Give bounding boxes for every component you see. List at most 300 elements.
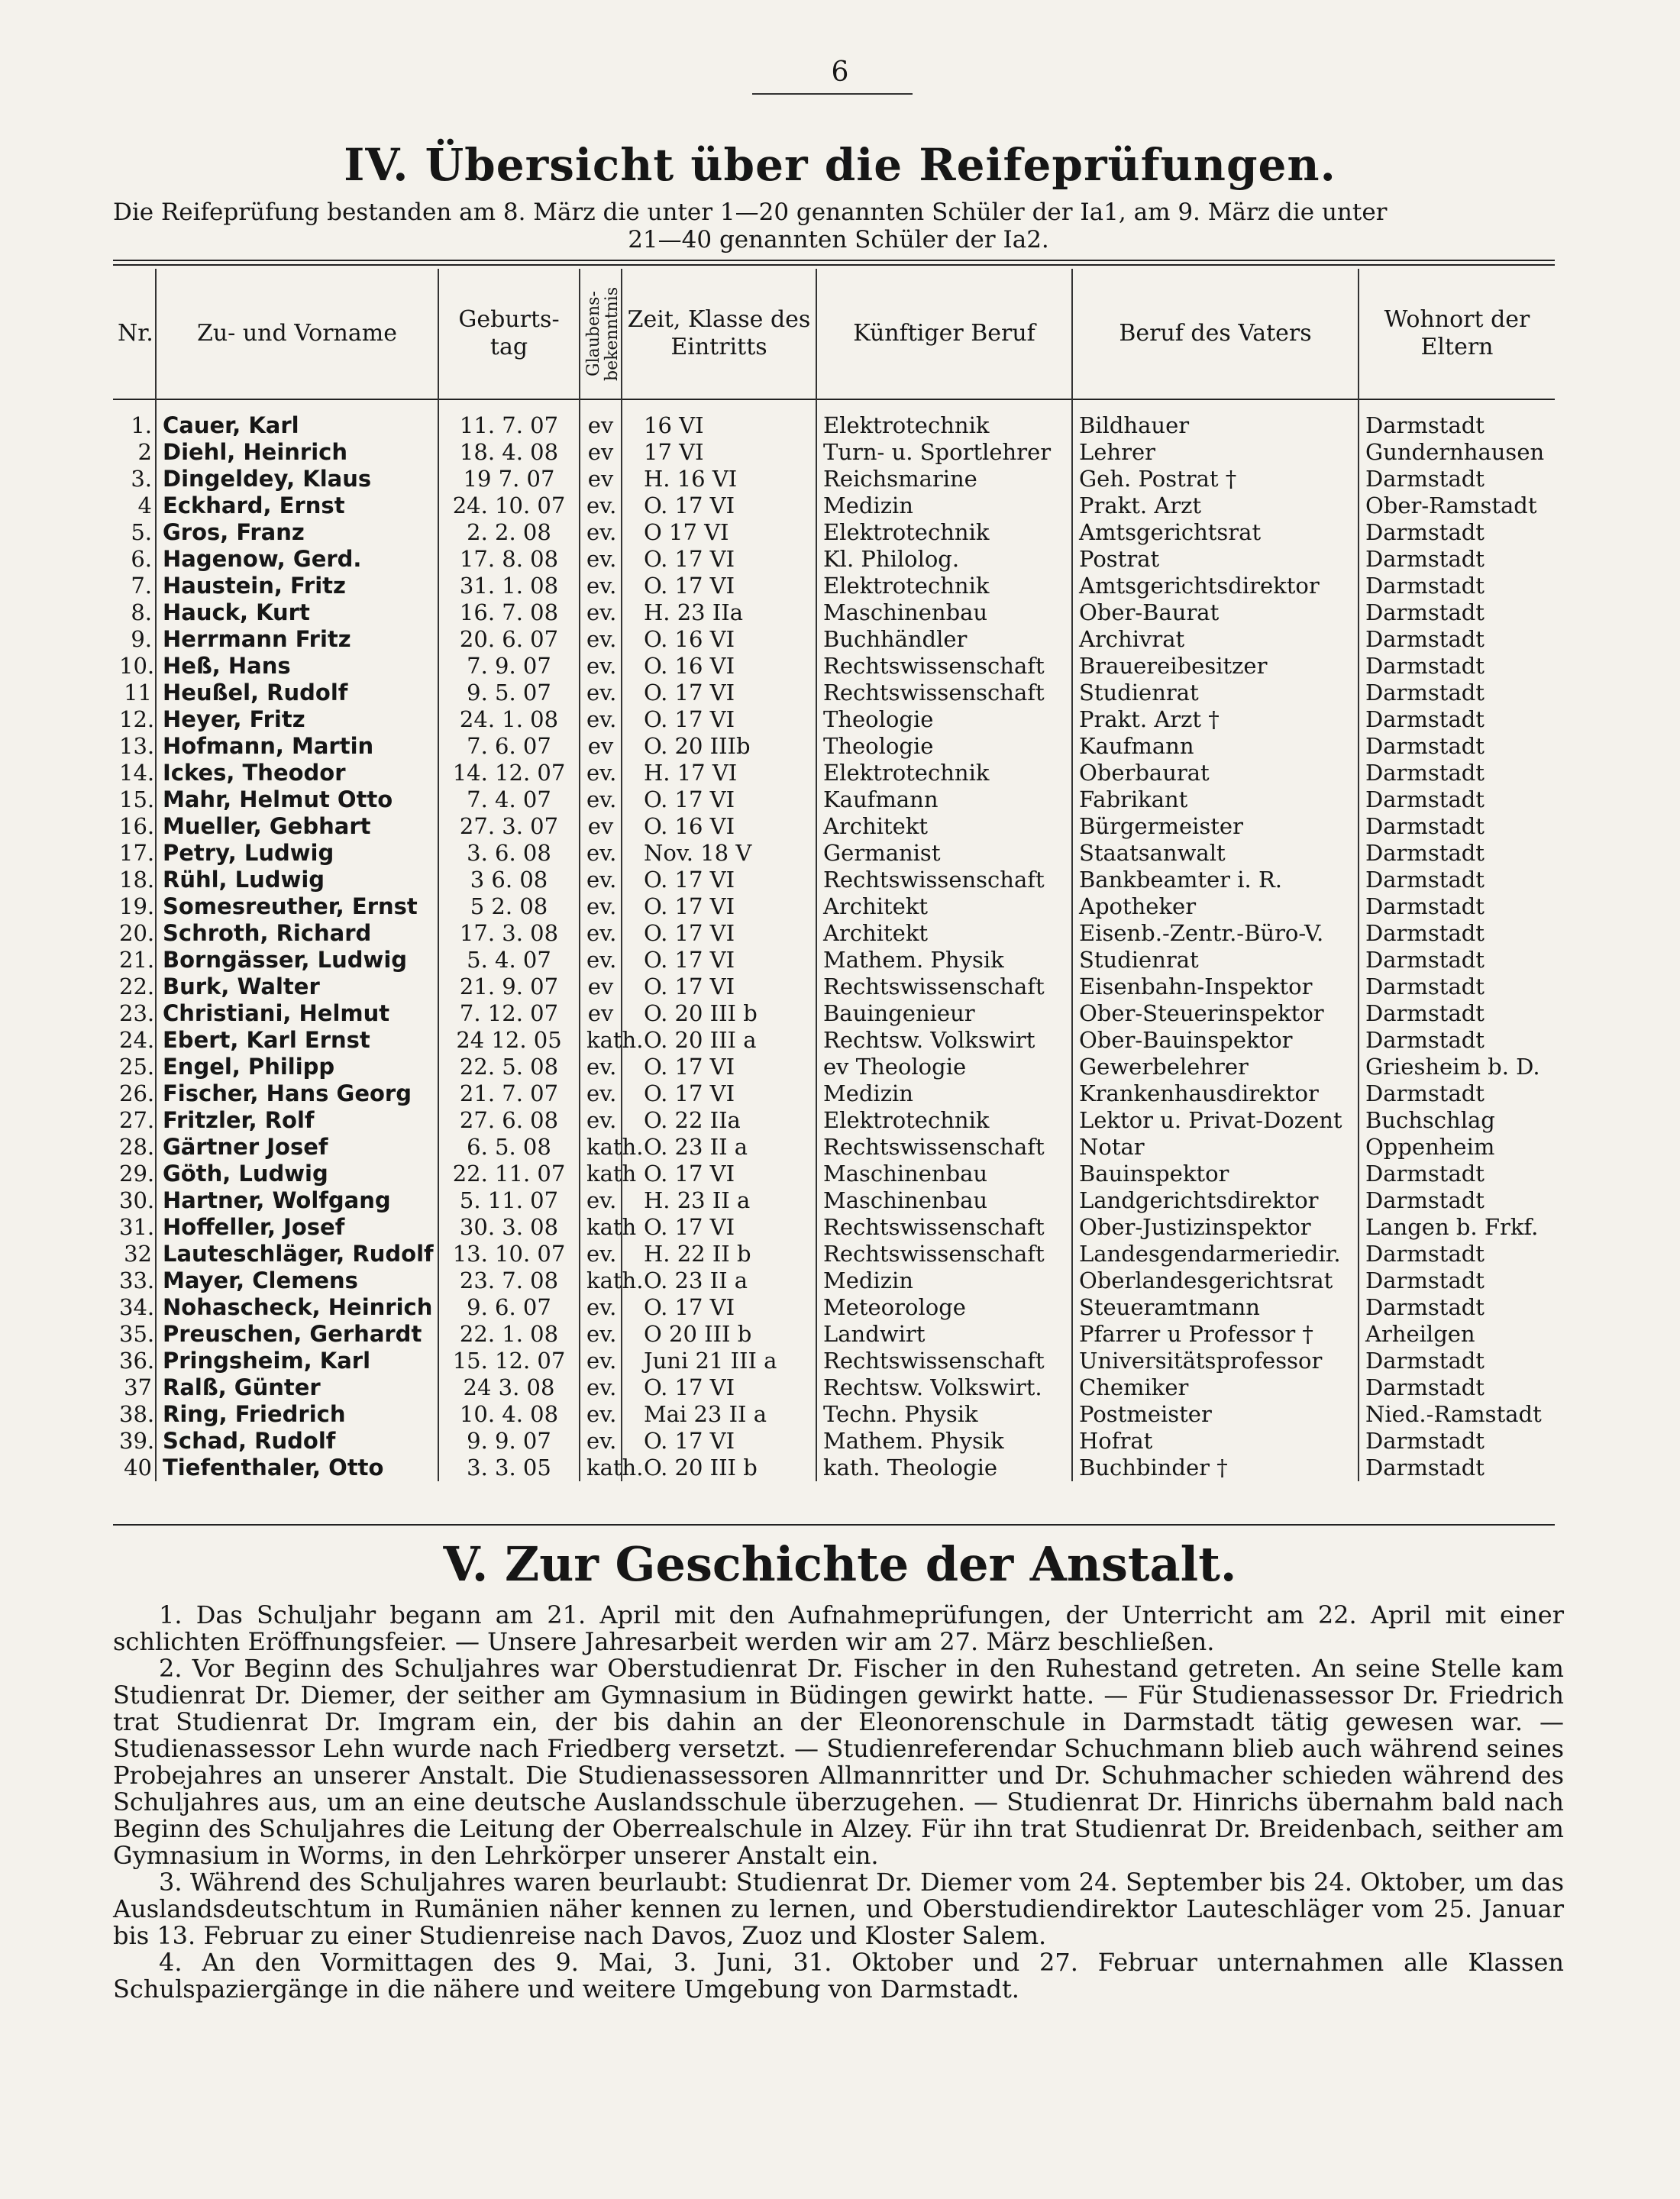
confession: ev [580, 466, 622, 492]
birth-date: 3 6. 08 [438, 867, 580, 893]
table-row [113, 1241, 1555, 1267]
parents-residence: Ober-Ramstadt [1359, 492, 1555, 519]
birth-date: 14. 12. 07 [438, 760, 580, 786]
student-name: Mahr, Helmut Otto [156, 786, 438, 813]
confession: kath. [580, 1134, 622, 1161]
birth-date: 22. 1. 08 [438, 1321, 580, 1348]
table-row [113, 920, 1555, 947]
entry-class: H. 22 II b [622, 1241, 816, 1267]
future-career: Reichsmarine [816, 466, 1072, 492]
parents-residence: Darmstadt [1359, 920, 1555, 947]
birth-date: 24 12. 05 [438, 1027, 580, 1054]
table-row [113, 519, 1555, 546]
paragraph-1: 1. Das Schuljahr begann am 21. April mit den Aufnahmeprüfungen, der Unterricht am 22. April mit einer schlichten Eröffnungsfeier. — Unsere Jahresarbeit werden wir am 27. März beschließen. [113, 1600, 1564, 1656]
confession: ev. [580, 599, 622, 626]
entry-class: O. 17 VI [622, 1161, 816, 1187]
table-body [113, 399, 1555, 1481]
father-occupation: Amtsgerichtsrat [1072, 519, 1359, 546]
future-career: Elektrotechnik [816, 399, 1072, 439]
confession: ev. [580, 893, 622, 920]
birth-date: 10. 4. 08 [438, 1401, 580, 1428]
student-name: Diehl, Heinrich [156, 439, 438, 466]
paragraph-2: 2. Vor Beginn des Schuljahres war Oberstudienrat Dr. Fischer in den Ruhestand getreten. An seine Stelle kam Studienrat Dr. Diemer, der seither am Gymnasium in Büdingen gewirkt hatte. — Für Studienassessor Dr. Friedrich trat Studienrat Dr. Imgram ein, der bis dahin an der Eleonorenschule in Darmstadt tätig gewesen war. — Studienassessor Lehn wurde nach Friedberg versetzt. — Studienreferendar Schuchmann blieb auch während seines Probejahres an unserer Anstalt. Die Studienassessoren Allmannritter und Dr. Schuhmacher schieden während des Schuljahres aus, um an eine deutsche Auslandsschule überzugehen. — Studienrat Dr. Hinrichs übernahm bald nach Beginn des Schuljahres die Leitung der Oberrealschule in Alzey. Für ihn trat Studienrat Dr. Breidenbach, seither am Gymnasium in Worms, in den Lehrkörper unserer Anstalt ein. [113, 1654, 1564, 1870]
birth-date: 3. 3. 05 [438, 1455, 580, 1481]
birth-date: 5 2. 08 [438, 893, 580, 920]
father-occupation: Oberbaurat [1072, 760, 1359, 786]
table-row [113, 867, 1555, 893]
future-career: Landwirt [816, 1321, 1072, 1348]
table-row [113, 893, 1555, 920]
entry-class: H. 23 IIa [622, 599, 816, 626]
parents-residence: Darmstadt [1359, 1455, 1555, 1481]
birth-date: 24. 1. 08 [438, 706, 580, 733]
birth-date: 17. 3. 08 [438, 920, 580, 947]
entry-class: O. 17 VI [622, 947, 816, 974]
table-row [113, 706, 1555, 733]
table-row [113, 1027, 1555, 1054]
row-number: 33. [119, 1267, 155, 1293]
student-name: Dingeldey, Klaus [156, 466, 438, 492]
entry-class: O. 23 II a [622, 1267, 816, 1294]
father-occupation: Prakt. Arzt [1072, 492, 1359, 519]
future-career: Kaufmann [816, 786, 1072, 813]
future-career: Mathem. Physik [816, 947, 1072, 974]
father-occupation: Universitätsprofessor [1072, 1348, 1359, 1374]
header-father: Beruf des Vaters [1072, 269, 1359, 399]
row-number: 39. [119, 1428, 155, 1454]
student-name: Heyer, Fritz [156, 706, 438, 733]
parents-residence: Darmstadt [1359, 466, 1555, 492]
future-career: Elektrotechnik [816, 760, 1072, 786]
confession: kath [580, 1214, 622, 1241]
row-number: 10. [119, 653, 155, 679]
father-occupation: Ober-Baurat [1072, 599, 1359, 626]
father-occupation: Amtsgerichtsdirektor [1072, 573, 1359, 599]
father-occupation: Ober-Justizinspektor [1072, 1214, 1359, 1241]
table-row [113, 599, 1555, 626]
birth-date: 23. 7. 08 [438, 1267, 580, 1294]
table-row [113, 1348, 1555, 1374]
parents-residence: Darmstadt [1359, 786, 1555, 813]
student-name: Herrmann Fritz [156, 626, 438, 653]
parents-residence: Buchschlag [1359, 1107, 1555, 1134]
parents-residence: Darmstadt [1359, 1294, 1555, 1321]
row-number: 12. [119, 706, 155, 732]
row-number: 2 [137, 439, 152, 465]
father-occupation: Ober-Steuerinspektor [1072, 1000, 1359, 1027]
future-career: Theologie [816, 706, 1072, 733]
table-top-rule-2 [113, 264, 1555, 266]
father-occupation: Bildhauer [1072, 399, 1359, 439]
future-career: Buchhändler [816, 626, 1072, 653]
student-name: Ring, Friedrich [156, 1401, 438, 1428]
entry-class: O. 17 VI [622, 573, 816, 599]
confession: ev. [580, 1107, 622, 1134]
birth-date: 21. 9. 07 [438, 974, 580, 1000]
student-name: Lauteschläger, Rudolf [156, 1241, 438, 1267]
birth-date: 5. 4. 07 [438, 947, 580, 974]
future-career: Medizin [816, 1080, 1072, 1107]
parents-residence: Darmstadt [1359, 680, 1555, 706]
future-career: Maschinenbau [816, 599, 1072, 626]
student-name: Somesreuther, Ernst [156, 893, 438, 920]
birth-date: 19 7. 07 [438, 466, 580, 492]
future-career: Mathem. Physik [816, 1428, 1072, 1455]
student-name: Rühl, Ludwig [156, 867, 438, 893]
table-row [113, 1374, 1555, 1401]
father-occupation: Buchbinder † [1072, 1455, 1359, 1481]
header-birth: Geburts-tag [438, 269, 580, 399]
student-name: Gros, Franz [156, 519, 438, 546]
future-career: Maschinenbau [816, 1161, 1072, 1187]
table-row [113, 974, 1555, 1000]
parents-residence: Darmstadt [1359, 840, 1555, 867]
student-name: Mueller, Gebhart [156, 813, 438, 840]
confession: ev. [580, 1428, 622, 1455]
birth-date: 24 3. 08 [438, 1374, 580, 1401]
father-occupation: Fabrikant [1072, 786, 1359, 813]
future-career: Rechtswissenschaft [816, 1241, 1072, 1267]
father-occupation: Staatsanwalt [1072, 840, 1359, 867]
table-row [113, 466, 1555, 492]
row-number: 3. [131, 466, 152, 492]
parents-residence: Darmstadt [1359, 599, 1555, 626]
paragraph-3: 3. Während des Schuljahres waren beurlaubt: Studienrat Dr. Diemer vom 24. September bis 24. Oktober, um das Auslandsdeutschtum in Rumänien näher kennen zu lernen, und Oberstudiendirektor Lauteschläger vom 25. Januar bis 13. Februar zu einer Studienreise nach Davos, Zuoz und Kloster Salem. [113, 1868, 1564, 1950]
parents-residence: Darmstadt [1359, 399, 1555, 439]
future-career: Elektrotechnik [816, 1107, 1072, 1134]
confession: ev. [580, 786, 622, 813]
future-career: Rechtswissenschaft [816, 974, 1072, 1000]
row-number: 9. [131, 626, 152, 652]
student-name: Schroth, Richard [156, 920, 438, 947]
table-row [113, 947, 1555, 974]
confession: ev. [580, 626, 622, 653]
table-row [113, 1294, 1555, 1321]
confession: ev. [580, 840, 622, 867]
confession: ev. [580, 1241, 622, 1267]
table-row [113, 439, 1555, 466]
confession: kath. [580, 1455, 622, 1481]
student-name: Hartner, Wolfgang [156, 1187, 438, 1214]
father-occupation: Gewerbelehrer [1072, 1054, 1359, 1080]
entry-class: O. 17 VI [622, 1428, 816, 1455]
confession: ev. [580, 1294, 622, 1321]
student-name: Heußel, Rudolf [156, 680, 438, 706]
parents-residence: Nied.-Ramstadt [1359, 1401, 1555, 1428]
confession: ev [580, 399, 622, 439]
birth-date: 31. 1. 08 [438, 573, 580, 599]
confession: ev. [580, 1054, 622, 1080]
parents-residence: Darmstadt [1359, 519, 1555, 546]
student-name: Heß, Hans [156, 653, 438, 680]
entry-class: O. 17 VI [622, 1374, 816, 1401]
row-number: 24. [119, 1027, 155, 1053]
row-number: 34. [119, 1294, 155, 1320]
birth-date: 6. 5. 08 [438, 1134, 580, 1161]
student-name: Schad, Rudolf [156, 1428, 438, 1455]
entry-class: O 20 III b [622, 1321, 816, 1348]
birth-date: 9. 5. 07 [438, 680, 580, 706]
entry-class: O. 17 VI [622, 1080, 816, 1107]
future-career: Rechtsw. Volkswirt. [816, 1374, 1072, 1401]
birth-date: 9. 6. 07 [438, 1294, 580, 1321]
table-bottom-rule [113, 1524, 1555, 1526]
table-row [113, 1161, 1555, 1187]
confession: ev. [580, 706, 622, 733]
confession: ev. [580, 1348, 622, 1374]
entry-class: O. 16 VI [622, 653, 816, 680]
future-career: Rechtswissenschaft [816, 653, 1072, 680]
father-occupation: Hofrat [1072, 1428, 1359, 1455]
birth-date: 7. 12. 07 [438, 1000, 580, 1027]
header-confession-text: Glaubens-bekenntnis [584, 286, 622, 381]
header-entry: Zeit, Klasse des Eintritts [622, 269, 816, 399]
entry-class: O. 17 VI [622, 867, 816, 893]
future-career: Bauingenieur [816, 1000, 1072, 1027]
birth-date: 30. 3. 08 [438, 1214, 580, 1241]
father-occupation: Notar [1072, 1134, 1359, 1161]
confession: ev [580, 974, 622, 1000]
father-occupation: Studienrat [1072, 680, 1359, 706]
parents-residence: Griesheim b. D. [1359, 1054, 1555, 1080]
birth-date: 22. 5. 08 [438, 1054, 580, 1080]
parents-residence: Darmstadt [1359, 1428, 1555, 1455]
table-row [113, 1401, 1555, 1428]
entry-class: O. 17 VI [622, 1214, 816, 1241]
table-row [113, 813, 1555, 840]
entry-class: H. 16 VI [622, 466, 816, 492]
header-residence: Wohnort der Eltern [1359, 269, 1555, 399]
row-number: 32 [124, 1241, 152, 1267]
parents-residence: Arheilgen [1359, 1321, 1555, 1348]
future-career: ev Theologie [816, 1054, 1072, 1080]
student-name: Hoffeller, Josef [156, 1214, 438, 1241]
father-occupation: Archivrat [1072, 626, 1359, 653]
parents-residence: Darmstadt [1359, 867, 1555, 893]
table-row [113, 492, 1555, 519]
row-number: 6. [131, 546, 152, 572]
row-number: 4 [137, 492, 152, 518]
father-occupation: Steueramtmann [1072, 1294, 1359, 1321]
header-name: Zu- und Vorname [156, 269, 438, 399]
page-number-rule [752, 93, 913, 95]
parents-residence: Darmstadt [1359, 893, 1555, 920]
birth-date: 17. 8. 08 [438, 546, 580, 573]
row-number: 37 [124, 1374, 152, 1400]
table-row [113, 680, 1555, 706]
entry-class: Mai 23 II a [622, 1401, 816, 1428]
future-career: Rechtswissenschaft [816, 1348, 1072, 1374]
row-number: 8. [131, 599, 152, 625]
confession: ev. [580, 1080, 622, 1107]
birth-date: 3. 6. 08 [438, 840, 580, 867]
entry-class: O. 17 VI [622, 786, 816, 813]
student-name: Hofmann, Martin [156, 733, 438, 760]
parents-residence: Darmstadt [1359, 760, 1555, 786]
row-number: 22. [119, 974, 155, 999]
entry-class: O 17 VI [622, 519, 816, 546]
row-number: 17. [119, 840, 155, 866]
future-career: Germanist [816, 840, 1072, 867]
student-name: Gärtner Josef [156, 1134, 438, 1161]
table-header-row [113, 269, 1555, 399]
table-row [113, 653, 1555, 680]
confession: kath [580, 1161, 622, 1187]
row-number: 20. [119, 920, 155, 946]
birth-date: 2. 2. 08 [438, 519, 580, 546]
future-career: Kl. Philolog. [816, 546, 1072, 573]
birth-date: 11. 7. 07 [438, 399, 580, 439]
future-career: Rechtswissenschaft [816, 867, 1072, 893]
father-occupation: Studienrat [1072, 947, 1359, 974]
birth-date: 16. 7. 08 [438, 599, 580, 626]
confession: ev. [580, 1321, 622, 1348]
intro-line-1: Die Reifeprüfung bestanden am 8. März die unter 1—20 genannten Schüler der Ia1, am 9. März die unter [113, 199, 1388, 226]
row-number: 7. [131, 573, 152, 599]
father-occupation: Prakt. Arzt † [1072, 706, 1359, 733]
table-row [113, 1134, 1555, 1161]
row-number: 16. [119, 813, 155, 839]
entry-class: O. 20 III b [622, 1000, 816, 1027]
father-occupation: Geh. Postrat † [1072, 466, 1359, 492]
section-iv-intro [113, 199, 1564, 253]
birth-date: 18. 4. 08 [438, 439, 580, 466]
entry-class: Nov. 18 V [622, 840, 816, 867]
entry-class: H. 17 VI [622, 760, 816, 786]
student-name: Petry, Ludwig [156, 840, 438, 867]
parents-residence: Darmstadt [1359, 813, 1555, 840]
student-name: Borngässer, Ludwig [156, 947, 438, 974]
entry-class: O. 17 VI [622, 1054, 816, 1080]
row-number: 30. [119, 1187, 155, 1213]
confession: ev. [580, 947, 622, 974]
parents-residence: Darmstadt [1359, 706, 1555, 733]
confession: ev. [580, 1401, 622, 1428]
row-number: 26. [119, 1080, 155, 1106]
paragraph-4: 4. An den Vormittagen des 9. Mai, 3. Juni, 31. Oktober und 27. Februar unternahmen alle Klassen Schulspaziergänge in die nähere und weitere Umgebung von Darmstadt. [113, 1948, 1564, 2004]
entry-class: O. 16 VI [622, 813, 816, 840]
entry-class: O. 17 VI [622, 974, 816, 1000]
parents-residence: Darmstadt [1359, 733, 1555, 760]
confession: ev. [580, 760, 622, 786]
entry-class: O. 17 VI [622, 492, 816, 519]
table-row [113, 546, 1555, 573]
entry-class: O. 17 VI [622, 680, 816, 706]
table-row [113, 1321, 1555, 1348]
father-occupation: Apotheker [1072, 893, 1359, 920]
table-row [113, 399, 1555, 439]
birth-date: 7. 9. 07 [438, 653, 580, 680]
parents-residence: Darmstadt [1359, 626, 1555, 653]
parents-residence: Darmstadt [1359, 1348, 1555, 1374]
entry-class: O. 23 II a [622, 1134, 816, 1161]
intro-line-2: 21—40 genannten Schüler der Ia2. [628, 226, 1049, 253]
father-occupation: Bankbeamter i. R. [1072, 867, 1359, 893]
future-career: Turn- u. Sportlehrer [816, 439, 1072, 466]
entry-class: 17 VI [622, 439, 816, 466]
page-number: 6 [831, 57, 849, 88]
table-row [113, 760, 1555, 786]
future-career: kath. Theologie [816, 1455, 1072, 1481]
row-number: 27. [119, 1107, 155, 1133]
future-career: Techn. Physik [816, 1401, 1072, 1428]
row-number: 23. [119, 1000, 155, 1026]
future-career: Architekt [816, 920, 1072, 947]
father-occupation: Oberlandesgerichtsrat [1072, 1267, 1359, 1294]
entry-class: O. 17 VI [622, 920, 816, 947]
student-name: Engel, Philipp [156, 1054, 438, 1080]
confession: kath. [580, 1267, 622, 1294]
birth-date: 22. 11. 07 [438, 1161, 580, 1187]
birth-date: 27. 3. 07 [438, 813, 580, 840]
birth-date: 24. 10. 07 [438, 492, 580, 519]
future-career: Architekt [816, 893, 1072, 920]
birth-date: 5. 11. 07 [438, 1187, 580, 1214]
row-number: 38. [119, 1401, 155, 1427]
entry-class: O. 17 VI [622, 546, 816, 573]
father-occupation: Postrat [1072, 546, 1359, 573]
confession: ev. [580, 680, 622, 706]
row-number: 1. [131, 412, 152, 438]
confession: ev. [580, 573, 622, 599]
parents-residence: Darmstadt [1359, 1080, 1555, 1107]
row-number: 21. [119, 947, 155, 973]
future-career: Rechtsw. Volkswirt [816, 1027, 1072, 1054]
father-occupation: Krankenhausdirektor [1072, 1080, 1359, 1107]
confession: ev. [580, 920, 622, 947]
row-number: 29. [119, 1161, 155, 1187]
table-row [113, 1267, 1555, 1294]
confession: ev. [580, 867, 622, 893]
father-occupation: Postmeister [1072, 1401, 1359, 1428]
row-number: 11 [124, 680, 152, 706]
section-v-body [113, 1602, 1564, 2003]
row-number: 40 [124, 1455, 152, 1481]
entry-class: O. 20 III b [622, 1455, 816, 1481]
student-name: Cauer, Karl [156, 399, 438, 439]
father-occupation: Brauereibesitzer [1072, 653, 1359, 680]
entry-class: O. 16 VI [622, 626, 816, 653]
row-number: 14. [119, 760, 155, 786]
student-name: Pringsheim, Karl [156, 1348, 438, 1374]
parents-residence: Darmstadt [1359, 1000, 1555, 1027]
future-career: Medizin [816, 1267, 1072, 1294]
future-career: Rechtswissenschaft [816, 680, 1072, 706]
row-number: 18. [119, 867, 155, 893]
row-number: 25. [119, 1054, 155, 1080]
parents-residence: Darmstadt [1359, 1374, 1555, 1401]
parents-residence: Darmstadt [1359, 573, 1555, 599]
future-career: Rechtswissenschaft [816, 1214, 1072, 1241]
student-name: Tiefenthaler, Otto [156, 1455, 438, 1481]
table-row [113, 1107, 1555, 1134]
future-career: Elektrotechnik [816, 573, 1072, 599]
student-name: Eckhard, Ernst [156, 492, 438, 519]
confession: ev. [580, 1374, 622, 1401]
student-name: Fritzler, Rolf [156, 1107, 438, 1134]
parents-residence: Darmstadt [1359, 947, 1555, 974]
birth-date: 9. 9. 07 [438, 1428, 580, 1455]
parents-residence: Langen b. Frkf. [1359, 1214, 1555, 1241]
birth-date: 7. 4. 07 [438, 786, 580, 813]
parents-residence: Darmstadt [1359, 1187, 1555, 1214]
father-occupation: Lehrer [1072, 439, 1359, 466]
father-occupation: Landgerichtsdirektor [1072, 1187, 1359, 1214]
student-name: Mayer, Clemens [156, 1267, 438, 1294]
future-career: Architekt [816, 813, 1072, 840]
student-name: Fischer, Hans Georg [156, 1080, 438, 1107]
parents-residence: Darmstadt [1359, 653, 1555, 680]
